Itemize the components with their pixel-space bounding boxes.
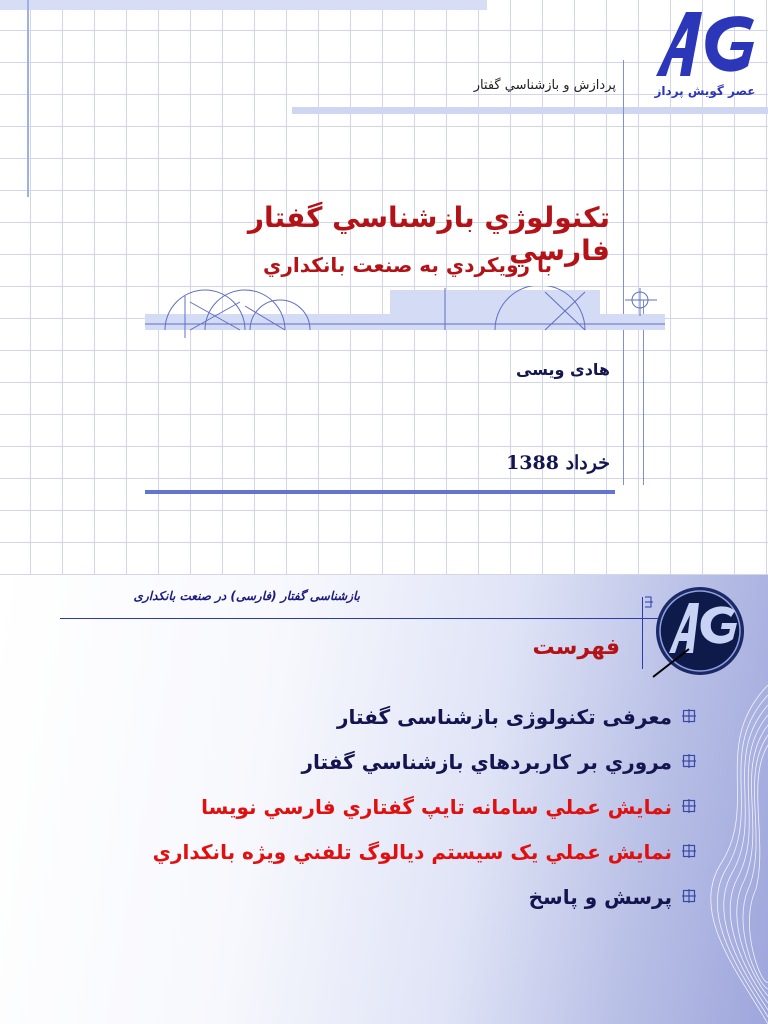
- geometric-decoration: [145, 286, 665, 340]
- contents-heading: فهرست: [532, 635, 620, 660]
- bullet-icon: [682, 844, 696, 858]
- list-item: [100, 750, 700, 795]
- list-item-text: مروري بر کاربردهاي بازشناسي گفتار: [301, 750, 672, 774]
- bullet-icon: [682, 889, 696, 903]
- list-item-text: نمايش عملي يک سيستم ديالوگ تلفني ويژه بانکداري: [152, 840, 672, 864]
- list-item-text: پرسش و پاسخ: [528, 885, 672, 909]
- slide-subtitle: با رويکردي به صنعت بانکداري: [263, 253, 552, 277]
- list-item: [100, 885, 700, 930]
- list-item: [100, 840, 700, 885]
- bullet-icon: [682, 709, 696, 723]
- bullet-icon: [682, 754, 696, 768]
- ag-round-logo-icon: [645, 587, 744, 677]
- slide-header-text: بازشناسی گفتار (فارسی) در صنعت بانکداری: [133, 589, 360, 603]
- top-decor-bar: [0, 0, 487, 10]
- left-decor-line: [27, 0, 29, 197]
- bullet-icon: [682, 799, 696, 813]
- header-vertical-rule: [642, 597, 643, 669]
- contents-list: [100, 705, 700, 930]
- list-item: [100, 795, 700, 840]
- round-logo: [645, 581, 755, 691]
- list-item-text: معرفی تکنولوژی بازشناسی گفتار: [336, 705, 672, 729]
- ag-logo-icon: [656, 12, 754, 76]
- presentation-date: خرداد 1388: [506, 452, 610, 474]
- list-item: [100, 705, 700, 750]
- slide-title: تکنولوژي بازشناسي گفتار فارسي: [247, 201, 610, 267]
- header-rule: [60, 618, 730, 619]
- list-item-text: نمايش عملي سامانه تايپ گفتاري فارسي نويسا: [201, 795, 672, 819]
- header-text: پردازش و بازشناسي گفتار: [473, 78, 616, 93]
- logo-caption: عصر گويش پرداز: [654, 84, 756, 98]
- right-decor-line: [623, 60, 624, 485]
- header-underline-bar: [292, 107, 768, 114]
- contents-slide: [0, 575, 768, 1024]
- author-name: هادی ویسی: [516, 360, 610, 379]
- footer-decor-bar: [145, 490, 615, 494]
